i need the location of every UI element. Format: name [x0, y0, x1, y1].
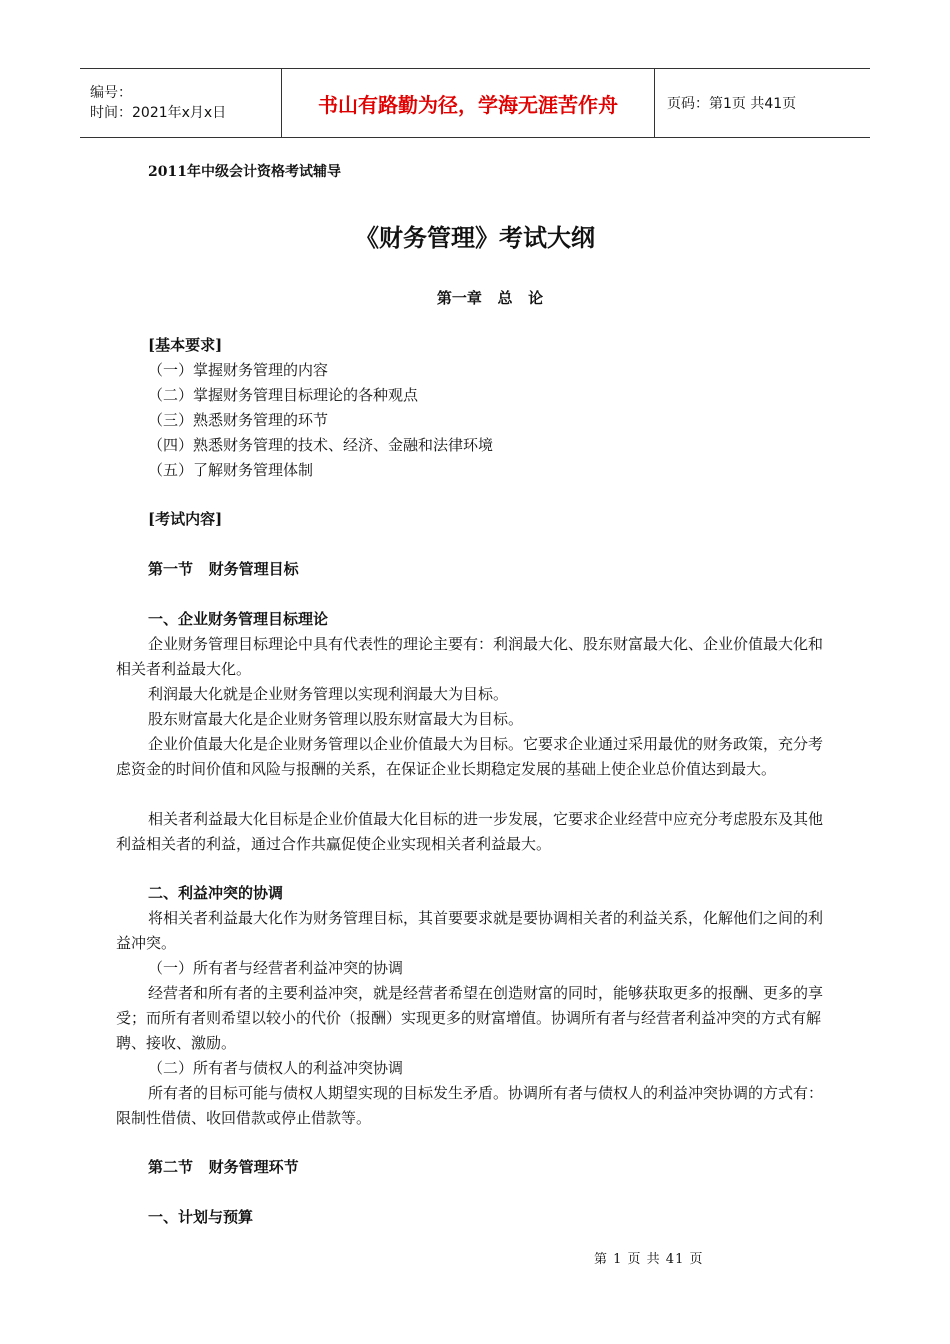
paragraph: 股东财富最大化是企业财务管理以股东财富最大为目标。: [148, 710, 524, 728]
basic-requirements-heading: [基本要求]: [148, 336, 223, 354]
doc-title: 《财务管理》考试大纲: [355, 224, 595, 252]
header-meta: [80, 69, 281, 137]
header-page-info: [655, 69, 870, 137]
paragraph: 企业财务管理目标理论中具有代表性的理论主要有：利润最大化、股东财富最大化、企业价值最大化和相关者利益最大化。: [116, 635, 824, 678]
paragraph: （一）所有者与经营者利益冲突的协调: [148, 959, 404, 977]
requirement-item: （二）掌握财务管理目标理论的各种观点: [148, 386, 419, 404]
paragraph: 企业价值最大化是企业财务管理以企业价值最大为目标。它要求企业通过采用最优的财务政策，充分考虑资金的时间价值和风险与报酬的关系，在保证企业长期稳定发展的基础上使企业总价值达到最大。: [116, 735, 824, 778]
requirement-item: （四）熟悉财务管理的技术、经济、金融和法律环境: [148, 436, 494, 454]
exam-content-heading: [考试内容]: [148, 510, 223, 528]
paragraph: 将相关者利益最大化作为财务管理目标，其首要要求就是要协调相关者的利益关系，化解他们之间的利益冲突。: [116, 909, 824, 952]
paragraph: 相关者利益最大化目标是企业价值最大化目标的进一步发展，它要求企业经营中应充分考虑股东及其他利益相关者的利益，通过合作共赢促使企业实现相关者利益最大。: [116, 810, 824, 853]
page-info-text: 页码：第1页 共41页: [667, 96, 797, 112]
header-motto: [281, 69, 655, 137]
section2-heading: 第二节 财务管理环节: [148, 1158, 299, 1176]
page-footer: 第 1 页 共 41 页: [594, 1252, 704, 1267]
paragraph: （二）所有者与债权人的利益冲突协调: [148, 1059, 404, 1077]
doc-subtitle: 2011年中级会计资格考试辅导: [148, 164, 341, 180]
requirement-item: （五）了解财务管理体制: [148, 461, 314, 479]
motto-text: 书山有路勤为径，学海无涯苦作舟: [318, 92, 618, 117]
requirement-item: （一）掌握财务管理的内容: [148, 361, 329, 379]
s1-subheading-2: 二、利益冲突的协调: [148, 884, 284, 902]
s2-subheading-1: 一、计划与预算: [148, 1208, 254, 1226]
paragraph: 经营者和所有者的主要利益冲突，就是经营者希望在创造财富的同时，能够获取更多的报酬、更多的享受；而所有者则希望以较小的代价（报酬）实现更多的财富增值。协调所有者与经营者利益冲突的方式有解聘、接收、激励。: [116, 984, 824, 1052]
paragraph: 所有者的目标可能与债权人期望实现的目标发生矛盾。协调所有者与债权人的利益冲突协调的方式有：限制性借债、收回借款或停止借款等。: [116, 1084, 824, 1127]
number-label: 编号：: [90, 85, 132, 101]
paragraph: 利润最大化就是企业财务管理以实现利润最大为目标。: [148, 685, 509, 703]
requirement-item: （三）熟悉财务管理的环节: [148, 411, 329, 429]
time-label: 时间：2021年x月x日: [90, 105, 227, 121]
page-header: [80, 68, 870, 138]
section1-heading: 第一节 财务管理目标: [148, 560, 299, 578]
s1-subheading-1: 一、企业财务管理目标理论: [148, 610, 329, 628]
chapter-heading: 第一章 总 论: [436, 289, 544, 307]
